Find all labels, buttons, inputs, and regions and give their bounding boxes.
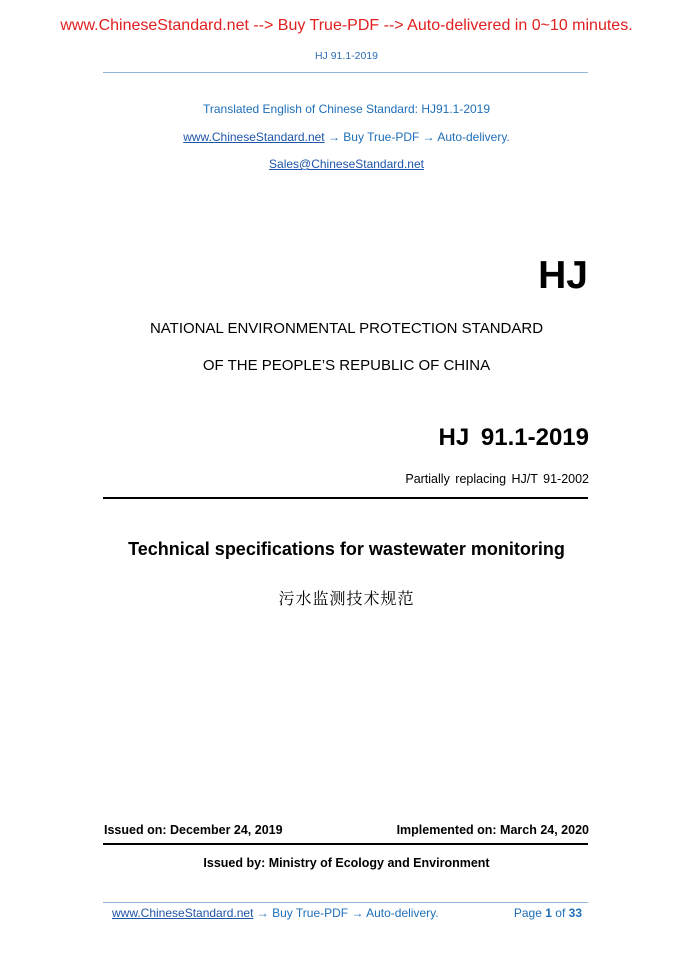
replacing-note: Partially replacing HJ/T 91-2002	[405, 472, 589, 486]
issued-by: Issued by: Ministry of Ecology and Environment	[203, 856, 490, 870]
title-english: Technical specifications for wastewater monitoring	[128, 539, 565, 559]
sales-email-link[interactable]: Sales@ChineseStandard.net	[269, 157, 424, 171]
title-divider	[103, 497, 588, 499]
header-divider	[103, 72, 588, 73]
dates-divider	[103, 843, 588, 845]
footer-site-link[interactable]: www.ChineseStandard.net	[112, 906, 254, 920]
site-link[interactable]: www.ChineseStandard.net	[183, 130, 325, 144]
header-standard-code: HJ 91.1-2019	[314, 50, 379, 62]
top-banner[interactable]: www.ChineseStandard.net --> Buy True-PDF --> Auto-delivered in 0~10 minutes.	[60, 17, 633, 34]
translation-title: Translated English of Chinese Standard: HJ91.1-2019	[202, 102, 491, 116]
page-indicator: Page 1 of 33	[513, 906, 582, 920]
page-total: 33	[568, 906, 582, 920]
issued-on-date: Issued on: December 24, 2019	[104, 823, 283, 837]
national-standard-line2: OF THE PEOPLE’S REPUBLIC OF CHINA	[202, 357, 491, 374]
implemented-on-date: Implemented on: March 24, 2020	[396, 823, 589, 837]
page-current: 1	[545, 906, 552, 920]
footer-divider	[103, 902, 588, 903]
buy-text: → Buy True-PDF → Auto-delivery.	[324, 130, 510, 144]
national-standard-line1: NATIONAL ENVIRONMENTAL PROTECTION STANDARD	[149, 320, 544, 337]
title-chinese: 污水监测技术规范	[278, 589, 415, 608]
translation-buy-line	[0, 130, 693, 144]
footer-buy-text: → Buy True-PDF → Auto-delivery.	[253, 906, 439, 920]
footer	[112, 906, 582, 920]
hj-logo: HJ	[538, 254, 588, 297]
sales-email-line	[0, 157, 693, 171]
standard-number: HJ 91.1-2019	[438, 424, 589, 451]
